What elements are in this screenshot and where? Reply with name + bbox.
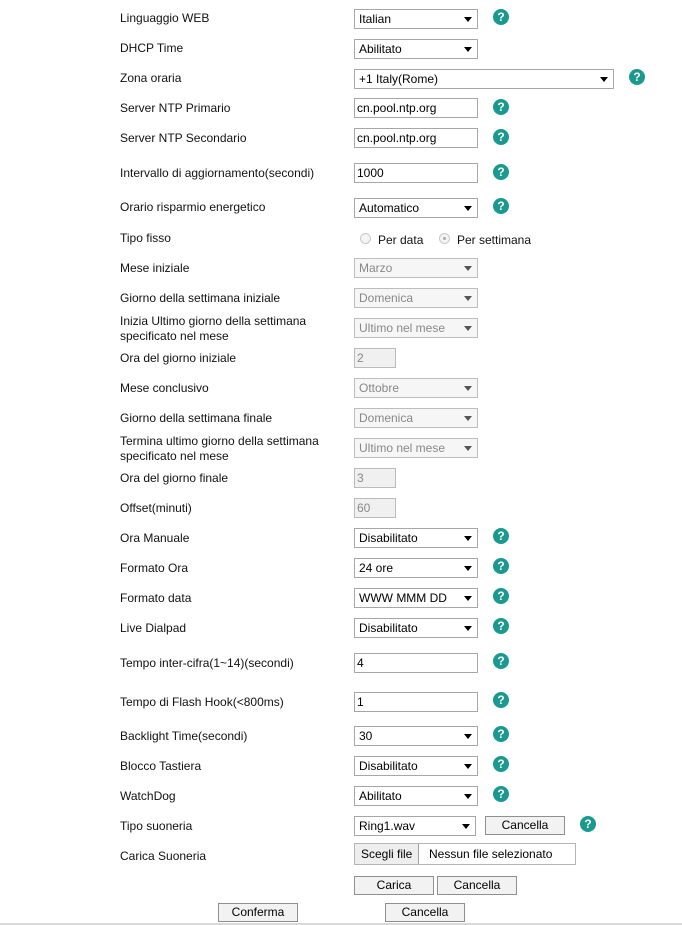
end-month-select[interactable] — [354, 378, 478, 398]
start-month-select[interactable] — [354, 258, 478, 278]
timezone-select[interactable] — [354, 69, 614, 89]
ntp-secondary-input[interactable]: cn.pool.ntp.org — [354, 128, 478, 148]
chevron-down-icon — [464, 416, 472, 421]
time-format-label: Formato Ora — [120, 561, 189, 575]
chevron-down-icon — [464, 734, 472, 739]
chevron-down-icon — [464, 296, 472, 301]
dhcp-time-value: Abilitato — [359, 42, 402, 56]
help-icon[interactable]: ? — [629, 69, 645, 85]
watchdog-label: WatchDog — [120, 789, 176, 803]
help-icon[interactable]: ? — [493, 653, 509, 669]
end-month-label: Mese conclusivo — [120, 381, 209, 395]
watchdog-value: Abilitato — [359, 789, 402, 803]
web-language-value: Italian — [359, 12, 392, 26]
dst-label: Orario risparmio energetico — [120, 200, 266, 214]
load-button[interactable]: Carica — [354, 876, 434, 895]
flash-hook-label: Tempo di Flash Hook(<800ms) — [120, 695, 284, 709]
help-icon[interactable]: ? — [493, 528, 509, 544]
chevron-down-icon — [464, 17, 472, 22]
end-last-weekday-value: Ultimo nel mese — [359, 441, 446, 455]
help-icon[interactable]: ? — [580, 816, 596, 832]
chevron-down-icon — [464, 47, 472, 52]
keypad-lock-value: Disabilitato — [359, 759, 418, 773]
help-icon[interactable]: ? — [493, 558, 509, 574]
start-month-label: Mese iniziale — [120, 261, 190, 275]
ntp-primary-label: Server NTP Primario — [120, 101, 231, 115]
ring-type-select[interactable] — [354, 816, 476, 836]
manual-time-select[interactable] — [354, 528, 478, 548]
start-weekday-label: Giorno della settimana iniziale — [120, 291, 281, 305]
chevron-down-icon — [464, 266, 472, 271]
start-last-weekday-label-2: specificato nel mese — [120, 329, 229, 343]
fixed-type-label: Tipo fisso — [120, 231, 171, 245]
confirm-button[interactable]: Conferma — [218, 903, 298, 922]
live-dialpad-label: Live Dialpad — [120, 621, 187, 635]
time-format-select[interactable] — [354, 558, 478, 578]
help-icon[interactable]: ? — [493, 9, 509, 25]
date-format-select[interactable] — [354, 588, 478, 608]
chevron-down-icon — [462, 824, 470, 829]
end-last-weekday-label-1: Termina ultimo giorno della settimana — [120, 434, 319, 448]
dst-select[interactable] — [354, 198, 478, 218]
web-language-select[interactable] — [354, 9, 478, 29]
help-icon[interactable]: ? — [493, 588, 509, 604]
no-file-text: Nessun file selezionato — [429, 847, 553, 861]
chevron-down-icon — [464, 386, 472, 391]
radio-by-date-label: Per data — [378, 233, 424, 247]
offset-input[interactable]: 60 — [354, 498, 396, 518]
ntp-secondary-label: Server NTP Secondario — [120, 131, 247, 145]
choose-file-button[interactable]: Scegli file — [355, 844, 419, 864]
help-icon[interactable]: ? — [493, 99, 509, 115]
end-weekday-select[interactable] — [354, 408, 478, 428]
timezone-value: +1 Italy(Rome) — [359, 72, 439, 86]
chevron-down-icon — [464, 794, 472, 799]
help-icon[interactable]: ? — [493, 756, 509, 772]
start-last-weekday-label-1: Inizia Ultimo giorno della settimana — [120, 314, 307, 328]
dhcp-time-label: DHCP Time — [120, 41, 184, 55]
chevron-down-icon — [464, 566, 472, 571]
backlight-label: Backlight Time(secondi) — [120, 729, 248, 743]
chevron-down-icon — [600, 77, 608, 82]
chevron-down-icon — [464, 206, 472, 211]
flash-hook-input[interactable]: 1 — [354, 692, 478, 712]
end-hour-label: Ora del giorno finale — [120, 471, 229, 485]
ring-upload-label: Carica Suoneria — [120, 849, 207, 863]
end-weekday-value: Domenica — [359, 411, 414, 425]
inter-digit-input[interactable]: 4 — [354, 653, 478, 673]
time-format-value: 24 ore — [359, 561, 394, 575]
update-interval-label: Intervallo di aggiornamento(secondi) — [120, 166, 315, 180]
date-format-label: Formato data — [120, 591, 192, 605]
backlight-value: 30 — [359, 729, 373, 743]
web-language-label: Linguaggio WEB — [120, 11, 210, 25]
start-last-weekday-select[interactable] — [354, 318, 478, 338]
end-weekday-label: Giorno della settimana finale — [120, 411, 273, 425]
manual-time-value: Disabilitato — [359, 531, 418, 545]
chevron-down-icon — [464, 536, 472, 541]
timezone-label: Zona oraria — [120, 71, 182, 85]
dst-value: Automatico — [359, 201, 420, 215]
end-last-weekday-select[interactable] — [354, 438, 478, 458]
watchdog-select[interactable] — [354, 786, 478, 806]
cancel-button[interactable]: Cancella — [385, 903, 465, 922]
start-weekday-value: Domenica — [359, 291, 414, 305]
help-icon[interactable]: ? — [493, 129, 509, 145]
end-last-weekday-label-2: specificato nel mese — [120, 449, 229, 463]
ring-type-value: Ring1.wav — [359, 819, 416, 833]
end-hour-input[interactable]: 3 — [354, 468, 396, 488]
help-icon[interactable]: ? — [493, 618, 509, 634]
dhcp-time-select[interactable] — [354, 39, 478, 59]
chevron-down-icon — [464, 764, 472, 769]
backlight-select[interactable] — [354, 726, 478, 746]
help-icon[interactable]: ? — [493, 164, 509, 180]
chevron-down-icon — [464, 626, 472, 631]
start-hour-input[interactable]: 2 — [354, 348, 396, 368]
chevron-down-icon — [464, 596, 472, 601]
start-month-value: Marzo — [359, 261, 393, 275]
start-weekday-select[interactable] — [354, 288, 478, 308]
live-dialpad-select[interactable] — [354, 618, 478, 638]
end-month-value: Ottobre — [359, 381, 400, 395]
chevron-down-icon — [464, 326, 472, 331]
date-format-value: WWW MMM DD — [359, 591, 447, 605]
update-interval-input[interactable]: 1000 — [354, 163, 478, 183]
delete-ring-button[interactable]: Cancella — [485, 816, 565, 835]
live-dialpad-value: Disabilitato — [359, 621, 418, 635]
keypad-lock-select[interactable] — [354, 756, 478, 776]
help-icon[interactable]: ? — [493, 198, 509, 214]
offset-label: Offset(minuti) — [120, 501, 192, 515]
inter-digit-label: Tempo inter-cifra(1~14)(secondi) — [120, 656, 294, 670]
help-icon[interactable]: ? — [493, 726, 509, 742]
ntp-primary-input[interactable]: cn.pool.ntp.org — [354, 98, 478, 118]
radio-by-week[interactable] — [439, 233, 450, 244]
delete-upload-button[interactable]: Cancella — [437, 876, 517, 895]
start-last-weekday-value: Ultimo nel mese — [359, 321, 446, 335]
ring-type-label: Tipo suoneria — [120, 819, 193, 833]
start-hour-label: Ora del giorno iniziale — [120, 351, 237, 365]
file-picker[interactable] — [354, 843, 576, 865]
help-icon[interactable]: ? — [493, 786, 509, 802]
chevron-down-icon — [464, 446, 472, 451]
keypad-lock-label: Blocco Tastiera — [120, 759, 202, 773]
radio-by-date[interactable] — [360, 233, 371, 244]
help-icon[interactable]: ? — [493, 692, 509, 708]
radio-by-week-label: Per settimana — [457, 233, 532, 247]
manual-time-label: Ora Manuale — [120, 531, 190, 545]
